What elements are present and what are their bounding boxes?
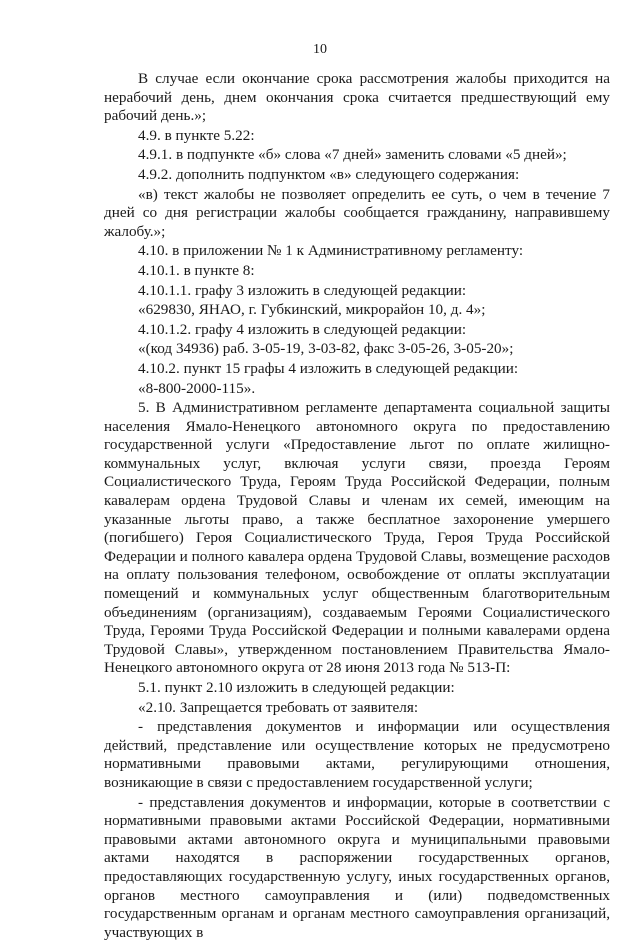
paragraph: 5.1. пункт 2.10 изложить в следующей редакции: <box>138 679 455 696</box>
paragraph: 4.9.2. дополнить подпунктом «в» следующего содержания: <box>138 165 520 183</box>
paragraph: «8-800-2000-115». <box>138 379 256 397</box>
paragraph: 4.10.1.1. графу 3 изложить в следующей редакции: <box>138 281 467 299</box>
document-body <box>104 70 610 942</box>
paragraph: 5. В Административном регламенте департамента социальной защиты населения Ямало-Ненецкого автономного округа по предоставлению государственной услуги «Предоставление льгот по оплате жилищно-коммунальных услуг, включая услуги связи, проезда Героям Социалистического Труда, Героям Труда Российской Федерации, полным кавалерам ордена Трудовой Славы и членам их семей, имеющим на указанные льготы право, а также бесплатное захоронение умершего (погибшего) Героя Социалистического Труда, Героя Труда Российской Федерации и полного кавалера ордена Трудовой Славы, возмещение расходов на оплату пользования телефоном, освобождение от оплаты эксплуатации помещений и коммунальных услуг общественным благотворительным объединениям (организациям), создаваемым Героями Социалистического Труда, Героями Труда Российской Федерации и полными кавалерами ордена Трудовой Славы», утвержденном постановлением Правительства Ямало-Ненецкого автономного округа от 28 июня 2013 года № 513-П: <box>104 399 610 677</box>
paragraph: 4.9.1. в подпункте «б» слова «7 дней» заменить словами «5 дней»; <box>138 146 567 164</box>
paragraph: 4.10. в приложении № 1 к Административному регламенту: <box>138 242 524 260</box>
paragraph: 4.10.1. в пункте 8: <box>138 261 255 279</box>
paragraph: «2.10. Запрещается требовать от заявителя: <box>138 698 419 716</box>
paragraph: «(код 34936) раб. 3-05-19, 3-03-82, факс 3-05-26, 3-05-20»; <box>138 340 514 358</box>
paragraph: В случае если окончание срока рассмотрения жалобы приходится на нерабочий день, днем окончания срока считается предшествующий ему рабочий день.»; <box>104 70 610 125</box>
paragraph: «629830, ЯНАО, г. Губкинский, микрорайон 10, д. 4»; <box>138 301 486 319</box>
paragraph: 4.10.2. пункт 15 графы 4 изложить в следующей редакции: <box>138 359 519 377</box>
paragraph: «в) текст жалобы не позволяет определить ее суть, о чем в течение 7 дней со дня регистрации жалобы сообщается гражданину, направившему жалобу.»; <box>104 185 610 240</box>
page-number: 10 <box>313 42 327 57</box>
paragraph: - представления документов и информации или осуществления действий, представление или осуществление которых не предусмотрено нормативными правовыми актами, регулирующими отношения, возникающие в связи с предоставлением государственной услуги; <box>104 718 610 791</box>
paragraph: 4.10.1.2. графу 4 изложить в следующей редакции: <box>138 320 467 338</box>
paragraph: 4.9. в пункте 5.22: <box>138 126 255 144</box>
paragraph: - представления документов и информации, которые в соответствии с нормативными правовыми актами Российской Федерации, нормативными правовыми актами автономного округа и муниципальными правовыми актами находятся в распоряжении государственных органов, предоставляющих государственную услугу, иных государственных органов, органов местного самоуправления и (или) подведомственных государственным органам и органам местного самоуправления организаций, участвующих в <box>104 793 610 941</box>
